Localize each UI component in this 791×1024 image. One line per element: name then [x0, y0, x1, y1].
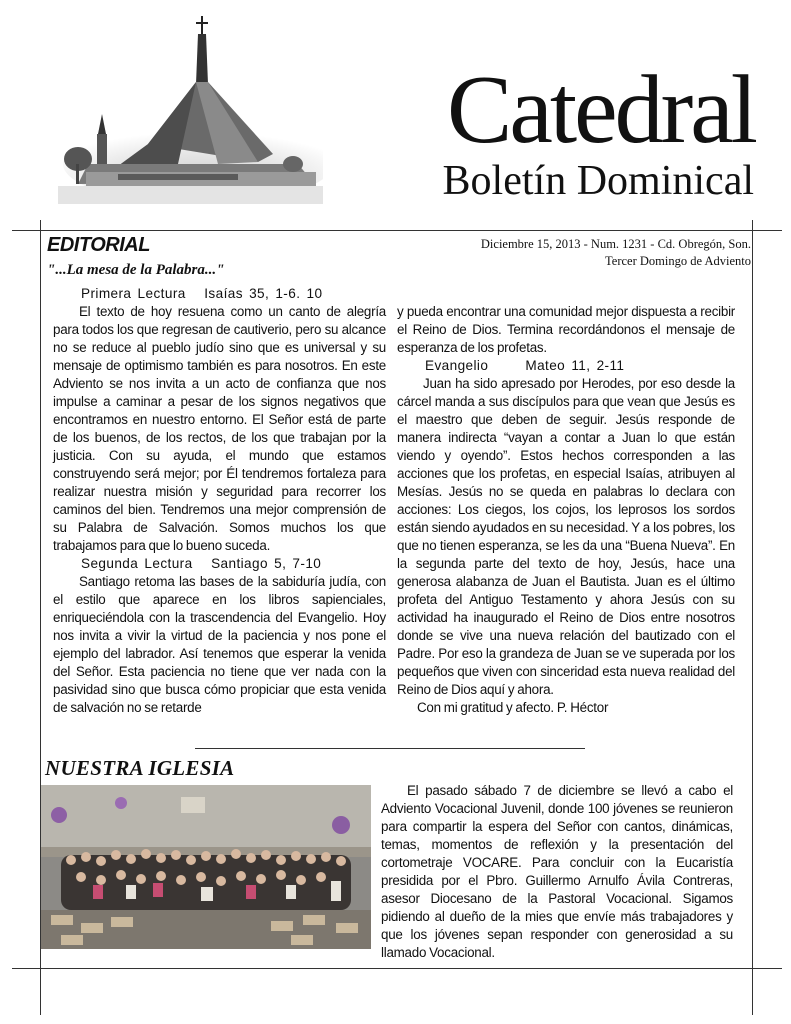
issue-date-line: Diciembre 15, 2013 - Num. 1231 - Cd. Obregón, Son.: [480, 237, 751, 251]
right-rule: [752, 220, 753, 1015]
reading2-text: Santiago retoma las bases de la sabiduría judía, con el estilo que aparece en los libros sapienciales, enriqueciéndola con la trascendencia del Evangelio. Hoy nos invita a vivir la virtud de la paciencia y nos pone el ejemplo del labrador. Así tenemos que esperar la venida del Señor. Esta paciencia no tiene que ver nada con la pasividad sino que busca cómo propiciar que esta venida de salvación no se retarde: [53, 574, 386, 715]
cathedral-illustration: [58, 14, 323, 204]
signature: Con mi gratitud y afecto. P. Héctor: [417, 700, 609, 715]
editorial-heading: EDITORIAL: [47, 234, 150, 256]
reading1-text: El texto de hoy resuena como un canto de alegría para todos los que regresan de cautiverio, pero su alcance no se reduce al pueblo judío sino que es universal y su mensaje de optimismo también es para nosotros. En este Adviento se nos invita a un acto de confianza que nos impulse a caminar a pesar de los signos negativos que encontramos en nuestro entorno. El Señor está de parte de los buenos, de los rectos, de los que trabajan por la justicia. Con su ayuda, el mundo que estamos construyendo será mejor; por Él tendremos fortaleza para realizar nuestra misión y seguridad para recorrer los caminos del bien. Tendremos una mejor comprensión de su Palabra de Salvación. Somos muchos los que trabajamos para que lo bueno suceda.: [53, 304, 386, 553]
masthead-subtitle: Boletín Dominical: [442, 158, 754, 204]
section-divider: [195, 748, 585, 749]
nuestra-iglesia-paragraph: El pasado sábado 7 de diciembre se llevó a cabo el Adviento Vocacional Juvenil, donde 100 jóvenes se reunieron para compartir la espera del Señor con cantos, dinámicas, temas, momentos de reflexión y la presentación del cortometraje VOCARE. Para concluir con la Eucaristía presidida por el Pbro. Guillermo Arnulfo Ávila Contreras, asesor Diocesano de la Pastoral Vocacional. Sigamos pidiendo al dueño de la mies que envíe más trabajadores y que los jóvenes sepan responder con generosidad a su llamado Vocacional.: [381, 783, 733, 960]
bottom-rule: [12, 968, 782, 969]
editorial-subtitle: "...La mesa de la Palabra...": [47, 262, 225, 278]
gospel-text: Juan ha sido apresado por Herodes, por eso desde la cárcel manda a sus discípulos para que vean que Jesús es el maestro que deben de seguir. Jesús responde de manera indirecta “vayan a contar a Juan lo que están viendo y oyendo”. Estos hechos corresponden a las acciones que los profetas, en especial Isaías, atribuyen al Mesías. Jesús no se queda en palabras lo declara con acciones: Los ciegos, los cojos, los leprosos los sordos están siendo ayudados en su necesidad. Y a los pobres, los que no tienen esperanza, se les da una “Buena Nueva”. En la segunda parte del texto de hoy, Jesús, hace una generosa alabanza de Juan el Bautista. Juan es el último profeta del Antiguo Testamento y ahora Jesús con su actividad ha inaugurado el Reino de Dios entre nosotros donde se vive una nueva relación del bautizado con el Padre. Por eso la grandeza de Juan se ve superada por los pequeños que viven con sinceridad esta nueva realidad del Reino de Dios aquí y ahora.: [397, 376, 735, 697]
editorial-column-right: [397, 303, 735, 717]
top-rule: [12, 230, 782, 231]
reading2-continuation: y pueda encontrar una comunidad mejor dispuesta a recibir el Reino de Dios. Termina recordándonos el mensaje de esperanza de los profetas.: [397, 304, 735, 355]
group-photo: [41, 785, 371, 949]
gospel-heading: Evangelio Mateo 11, 2-11: [425, 358, 625, 373]
nuestra-iglesia-heading: NUESTRA IGLESIA: [45, 756, 235, 780]
nuestra-iglesia-text: [381, 782, 733, 962]
reading2-heading: Segunda Lectura Santiago 5, 7-10: [81, 556, 322, 571]
editorial-column-left: [53, 285, 386, 717]
issue-sunday-line: Tercer Domingo de Adviento: [605, 254, 751, 268]
masthead-title: Catedral: [447, 56, 755, 164]
reading1-heading: Primera Lectura Isaías 35, 1-6. 10: [81, 286, 323, 301]
